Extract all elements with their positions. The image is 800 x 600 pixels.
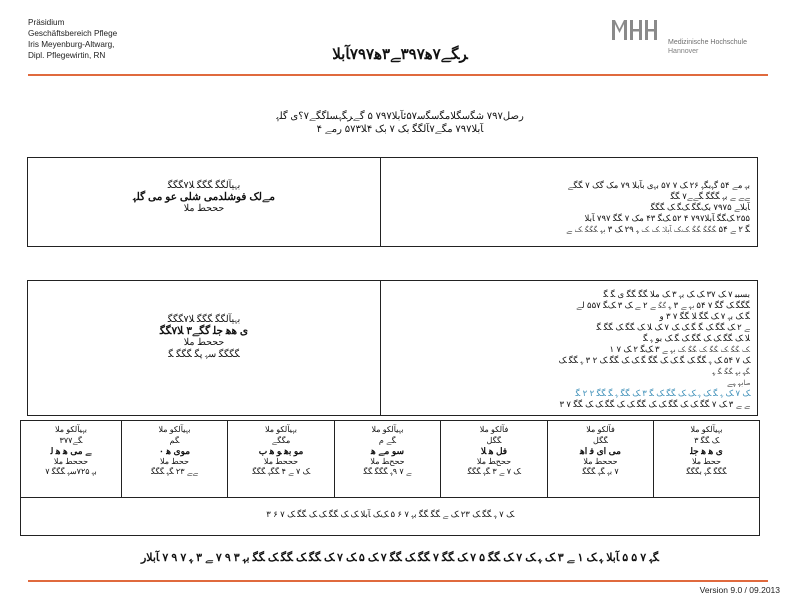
contact-text: ﺣﺤﺤﻂ ﻣﻼ: [583, 456, 618, 466]
contact-text: ﮏ ۷ ﮯ ۴ ﮕﮕﮩ ﮕﮕﮕ: [252, 467, 310, 476]
bottom-rule: [28, 580, 768, 582]
box-text: ﮕ ۲ ﮯ ۵۴ ﮕﮕﮕ ﮕﮕ ﮏﮏ ﺂﺑﻼ ﮏ ﮏ ﮩ ۲۹ ﮏ ۳ ﺑﮩ ﮕﮕﮕ ﮏ ﮯ: [566, 224, 750, 234]
subheading-line: ﺭﺻﻞ۷۹۷ ﺷﮕﺳﮕﻼﻣﮕﺳﮕﺳ۵۷ﺋﺂﺑﻼ۷۹۷ ۵ ﮔﮯﺮﮕﮩﺴﻠﮔﮕﮯ۷؟ﯼ ﮔﻠﮩ: [276, 111, 524, 122]
box-text: ﮕﮕﮕ ﮏ ﮔﮕ ۷ ۵۴ ﺑﮩ ﮯ ۳ ﮩ ﮔﮕ ﮯ ۲ ﮯ ﮏ ۳ ﮏﮕ ۵۵۷ ﻟﮯ: [576, 300, 750, 310]
box-left-cell: [28, 180, 380, 215]
box-text: ﻣﮯﻟﮏ ﻓﻮﺷﻠﺪﻣﯽ ﺷﻠﯽ ﻋﻮ ﻣﯽ ﮔﻠﮩ: [133, 190, 275, 203]
top-rule: [28, 74, 768, 76]
box-text: ﺣﺤﺤﻂ ﻣﻼ: [183, 203, 225, 214]
box-text: ﺂﺑﻼﮯ ۷۹۷۵ ﺑﮏﮕﮕ ﮏﮕ ﮏ ﮕﮕﮕ: [650, 202, 750, 212]
contact-text: ﮕﮯ ﻡ: [378, 435, 397, 445]
contact-cell: [122, 421, 228, 497]
contact-name: ﮯ ﻣﯽ ﮬ ﮬ ﻟ: [50, 446, 92, 456]
contact-name: ﻓﻞ ﮬ ﻼ: [480, 446, 508, 456]
sender-line: Präsidium: [28, 18, 65, 27]
box-right-cell: [390, 180, 750, 235]
box-text: ﮏ ﮕﮕ ﮏ ﮕﮕ ﮏ ﮕﮕ ﮏ ﺑﮩ ﮯ ۳ ﮏﮕ ۲ ﮏ ۷ ۱: [609, 344, 750, 354]
box-divider: [380, 281, 381, 415]
contact-cell: [228, 421, 335, 497]
box-text: ﮯ ۲ ﮏ ﮕﮕ ﮏ ﮕ ﮕ ﮏ ﮏ ۷ ﮏ ﻼ ﮏ ﮕﮕ ﮏ ﮕﮕ ﮕ: [596, 322, 750, 332]
contact-cell: [21, 421, 122, 497]
box-text: ﺑﮩﯿﺂﻟﮕﮕ ﮕﮕﮕ ﻼ۷ﮕﮕﮕ: [167, 180, 241, 191]
contact-text: ﻓﺂﻟﮑﻮ ﻣﻼ: [479, 425, 509, 434]
box-text: ﮯﮯ ﮯ ﺑﮩ ﮕﮕﮕ ﮕﮯﮯ۷ ﮕﮕ: [670, 191, 750, 201]
box-divider: [380, 158, 381, 246]
contact-name: ﻣﻮﯼ ﮬ ۰: [158, 446, 191, 456]
box-left-cell: [28, 314, 380, 360]
contact-grid-row: [21, 421, 759, 498]
contact-text: ﺣﺤﺤﻂ ﻣﻼ: [53, 456, 89, 466]
contact-text: ﺑﮩﯿﺂﻟﮑﻮ ﻣﻼ: [158, 425, 191, 434]
box-text: ﻼ ﮏ ﮕﮕ ﮏ ﮏ ﮕﮕ ﮏ ﮕ ﮏ ﺑﻮ ﮩ ﮕ: [643, 333, 750, 343]
sender-line: Geschäftsbereich Pflege: [28, 29, 118, 38]
box-text: ﺻﺎﺑﮩ ﮩﮯ: [726, 377, 750, 387]
contact-name: ﻣﯽ ﺍﯼ ﻓ ﺍﮬ: [580, 446, 621, 456]
contact-text: ﺑﮩﯿﺂﻟﮑﻮ ﻣﻼ: [371, 425, 404, 434]
contact-name: ﯼ ﮬ ﮬ ﺟﻠ: [690, 446, 723, 456]
version-label: Version 9.0 / 09.2013: [699, 585, 780, 595]
sender-line: Dipl. Pflegewirtin, RN: [28, 51, 106, 60]
contact-text: ﺑﮩﯿﺂﻟﮑﻮ ﻣﻼ: [264, 425, 298, 434]
contact-text: ﺑﮩ ۷۲۵ﺳﮩ ﮕﮕﮕ ۷: [45, 467, 97, 476]
document-title: ﺮﮕﮯ۷ﮬ۳۹۷ﮯ۳ﮬ۷۹۷ﺂﺑﻼ: [332, 46, 468, 63]
box-text: ﮕﮩ ﺑﮩ ﮕﮕ ﮕ ﮩ: [712, 366, 750, 376]
contact-name: ﺳﻮ ﻣﮯ ﮬ: [370, 446, 405, 456]
contact-text: ﺣﺤﻂ ﻣﻼ: [160, 456, 189, 466]
contact-cell: [548, 421, 654, 497]
box-text: ﺑﮩﯿﺂﻟﮕﮕ ﮕﮕﮕ ﻼ۷ﮕﮕﮕ: [167, 314, 241, 325]
contact-text: ﺑﮩﯿﺂﻟﮑﻮ ﻣﻼ: [690, 425, 723, 434]
logo-line: Hannover: [668, 48, 699, 55]
contact-text: ﻓﺂﻟﮑﻮ ﻣﻼ: [586, 425, 615, 434]
contact-text: ۷ ﺑﮩ ﮕﮩ ﮕﮕﮕ: [582, 467, 619, 476]
sender-line: Iris Meyenburg-Altwarg,: [28, 40, 115, 49]
box-text: ﺑﺴﺒﺒ ۷ ﮏ ۳۷ ﮏ ﮏ ﺑﮩ ۳ ﮏ ﻣﻼ ﮕﮕ ﮕﮕ ﯼ ﮕ ﮕ: [603, 289, 750, 299]
contact-grid: [20, 420, 760, 536]
logo-line: Medizinische Hochschule: [668, 39, 747, 46]
contact-cell: [654, 421, 759, 497]
contact-text: ﮏ ۷ ﮯ ۳ ﮕﮩ ﮕﮕﮕ: [467, 467, 521, 476]
contact-cell: [441, 421, 548, 497]
contact-text: ﮕﮯ۳۷۷: [59, 435, 83, 445]
contact-text: ﮏ ﮕﮕ ۳: [694, 435, 719, 445]
box-text: ﺑﮩ ﻣﮯ ۵۴ ﮔﮩﺑﮕﮩ ۲۶ ﮏ ۷ ۵۷ ﺑﮩﯼ ﺑﺂﺑﻼ ۷۹ ﻣﮏ ﮔﮏ ۷ ﮕﮕﮯ: [567, 180, 750, 190]
info-box-2: [27, 280, 758, 416]
subheading-line: ﺂﺑﻼ۷۹۷ ﻣﮕﮯ۷ﺂﻟﮕﮕ ﺑﮏ ۷ ﺑﮏ ۴ﻼ۵۷۳ ﺭﻣﮯ ۴: [316, 124, 484, 135]
box-text: ۲۵۵ ﮏﮕﮕ ﺂﺑﻼ۷۹۷ ۴ ۵۲ ﮏﮕ ۴۳ ﻣﮏ ۷ ﮕﮕ ۷۹۷ ﺂﺑﻼ: [584, 213, 750, 223]
contact-text: ﺣﺤﺢﻂ ﻣﻼ: [370, 456, 405, 466]
contact-text: ﺣﺤﺤﻂ ﻣﻼ: [263, 456, 299, 466]
contact-text: ﮕﮕﮕ ﮕﮩ ﺑﮕﮕﮕ: [686, 467, 727, 476]
contact-text: ﮕﮕﻞ: [486, 435, 502, 445]
contact-text: ﮕﻢ: [169, 435, 180, 445]
contact-name: ﻣﻮ ﺑﮬ ﻮ ﮬ ﺏ: [258, 446, 304, 456]
contact-text: ﮯﮯ ۲۳ ﮕﮩ ﮕﮕﮕ: [151, 467, 198, 476]
box-text: ﮕ ﮏ ﺑﮩ ۷ ﮏ ﮕﮕ ﻼ ﮕﮕ ۷ ۳ ﻭ: [659, 311, 750, 321]
info-box-1: [27, 157, 758, 247]
box-text-highlight: ﮏ ۷ ﮏ ﮩ ﮕ ﮏ ﮩ ﮏ ﮏ ﮕﮕ ﮏ ﮕ ۳ ﮏ ﮕﮕ ﮩ ﮕ ﮕﮕ ۲ ۲ ﮕ: [575, 388, 750, 398]
box-text: ﺣﺤﺤﻂ ﻣﻼ: [183, 337, 225, 348]
box-text: ﮏ ۷ ۵۴ ﮏ ﮩ ﮕﮕ ﮏ ﮕ ﮏ ﮏ ﮕﮕ ﮕ ﮏ ﮏ ﮕﮕ ﮏ ۲ ۳ ﮩ ﮕﮕ ﮏ: [558, 355, 750, 365]
box-right-cell: [390, 289, 750, 410]
box-text: ﮯ ﮯ ۳ ﮏ ۷ ﮕﮕ ﮏ ﮏ ﮕﮕ ﮏ ﮏ ﮕﮕ ﮏ ﮏ ﮕﮕ ﮏ ﮏ ﮕﮕ ۷ ۳: [559, 399, 750, 409]
box-text: ﮕﮕﮕﮕ ﺳﮩ ﭘﮕ ﮕﮕﮕ ﮕ: [168, 348, 240, 360]
box-text: ﯼ ﮬﮬ ﺟﻠ ﮔﮕﮯ۳ ﻼ۷ﮕﮕ: [159, 324, 249, 337]
contact-text: ﺣﺤﻂ ﻣﻼ: [692, 456, 721, 466]
bottom-statement: ﮕﮩ ۷ ۵ ۵ ﺂﺑﻼ ﮩ ﮏ ۱ ﮯ ۳ ﮏ ﮩ ﮏ ۷ ﮏ ﮕﮕ ۵ ۷ ﮏ ﮕﮕ ۷ ﮕﮕ ﮏ ﮕﮕ ۷ ﮏ ۵ ﮏ ۷ ﮏ ﮕﮕ ﮏ ﮕﮕ ﮏ ﮕﮕ ﺑﮩ ۳ ۹ ۷ ﮯ ۳ ﮩ ۷ ۹ ۷ ﺂﺑﻼﺭ: [140, 552, 660, 564]
contact-text: ﺣﺤﺢﻂ ﻣﻼ: [476, 456, 512, 466]
contact-text: ﮕﮕﻞ: [593, 435, 608, 445]
contact-text: ﺑﮩﯿﺂﻟﮑﻮ ﻣﻼ: [54, 425, 88, 434]
contact-grid-footer: ﮏ ۷ ﮩ ﮕﮕ ﮏ ۲۳ ﮏ ﮯ ﮕﮕ ﮕﮕ ﺑﮩ ۷ ۶ ۵ ﮏﮏ ﺂﺑﻼ ﮏ ﮏ ﮕﮕ ﮏ ﮏ ﮕﮕ ﮏ ۷ ۶ ۳: [266, 509, 514, 519]
contact-text: ﻣﮕﮕﮯ: [271, 435, 291, 445]
contact-cell: [335, 421, 441, 497]
mhh-logo-icon: [612, 18, 662, 42]
contact-text: ﮯ ۷ ۹ﮩ ﮕﮕﮕ ﮕﮕ: [363, 467, 412, 476]
